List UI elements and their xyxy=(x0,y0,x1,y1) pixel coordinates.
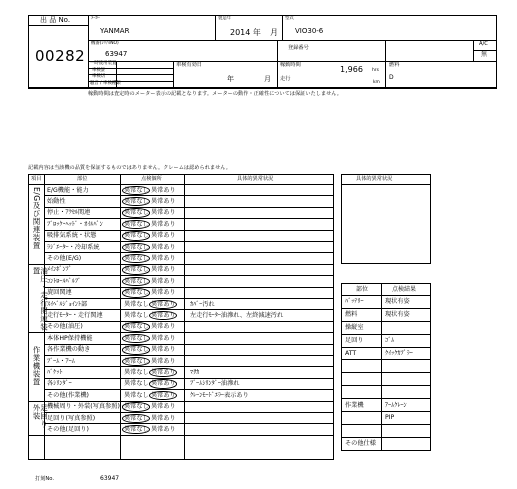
row-abnormal[interactable]: 異常あり xyxy=(151,425,176,433)
header-item: 項目 xyxy=(31,176,42,182)
inspection-date-label: 車検有効日 xyxy=(176,62,202,68)
row-detail: ｸﾚｰﾝﾓｰﾄﾞｴﾗｰ表示あり xyxy=(190,391,249,399)
row-abnormal[interactable]: 異常あり xyxy=(151,186,176,194)
row-part: ﾗｼﾞｴｰﾀｰ・冷却系統 xyxy=(47,243,100,251)
row-abnormal[interactable]: 異常あり xyxy=(151,346,176,354)
parts-row-result: 現状有姿 xyxy=(385,298,410,306)
selection-circle xyxy=(122,277,150,287)
print-value: 63947 xyxy=(100,475,120,482)
row-part: 機械周り・外装(写真参照) xyxy=(47,403,120,411)
row-part: E/G機能・能力 xyxy=(47,186,89,194)
selection-circle xyxy=(149,391,177,401)
print-label: 打刻No. xyxy=(35,476,54,482)
row-abnormal[interactable]: 異常あり xyxy=(151,334,176,342)
parts-row-part: 操縦室 xyxy=(345,324,364,332)
header-detail: 具体的異常状況 xyxy=(237,176,274,182)
row-part: その他(作業機) xyxy=(47,391,89,399)
maker-label: ﾒｰｶｰ xyxy=(91,16,100,21)
selection-circle xyxy=(122,322,150,332)
reg-label: 登録番号 xyxy=(288,45,309,51)
parts-row-part: ATT xyxy=(345,349,357,357)
year-unit: 年 xyxy=(227,75,234,83)
parts-row-part: ﾊﾞｯﾃﾘｰ xyxy=(345,298,364,306)
parts-table xyxy=(341,283,431,451)
inspection-expired-label: 車検切 xyxy=(92,74,106,79)
parts-row-part: 作業機 xyxy=(345,401,364,409)
row-normal[interactable]: 異常なし xyxy=(124,209,149,217)
row-normal[interactable]: 異常なし xyxy=(124,232,149,240)
ac-value: 無 xyxy=(481,51,488,58)
table-row xyxy=(44,390,334,401)
row-normal[interactable]: 異常なし xyxy=(124,300,149,308)
header-check: 点検個所 xyxy=(141,176,162,182)
selection-circle xyxy=(122,288,150,298)
parts-row xyxy=(342,361,431,374)
row-abnormal[interactable]: 異常あり xyxy=(151,414,176,422)
km-unit: km xyxy=(373,80,380,85)
hours-value: 1,966 xyxy=(340,65,363,74)
row-abnormal[interactable]: 異常あり xyxy=(151,220,176,228)
year-value: 2014 年 xyxy=(230,28,261,37)
parts-row xyxy=(342,425,431,438)
row-normal[interactable]: 異常なし xyxy=(124,289,149,297)
row-part: ﾊﾞｹｯﾄ xyxy=(47,368,63,376)
row-abnormal[interactable]: 異常あり xyxy=(151,209,176,217)
selection-circle xyxy=(122,334,150,344)
group-label: 作業機装置 xyxy=(32,346,41,387)
table-row xyxy=(44,333,334,344)
group-cell xyxy=(29,333,44,401)
parts-row xyxy=(342,412,431,425)
row-normal[interactable]: 異常なし xyxy=(124,197,149,205)
selection-circle xyxy=(122,243,150,253)
row-abnormal[interactable]: 異常あり xyxy=(151,391,176,399)
row-normal[interactable]: 異常なし xyxy=(124,243,149,251)
row-part: 各ｼﾘﾝﾀﾞｰ xyxy=(47,380,72,388)
parts-row-result: PIP xyxy=(385,414,395,422)
noise-label: 騒音 / 車検種類 xyxy=(90,81,121,86)
header-part: 部位 xyxy=(77,176,88,182)
selection-circle xyxy=(122,220,150,230)
table-row xyxy=(44,322,334,333)
selection-circle xyxy=(122,186,150,196)
parts-header-part: 部位 xyxy=(356,286,369,293)
parts-row-result: ｱｰﾑｸﾚｰﾝ xyxy=(385,401,407,409)
row-part: 足回り(写真参照) xyxy=(47,414,96,422)
row-normal[interactable]: 異常なし xyxy=(124,380,149,388)
table-row xyxy=(44,402,334,413)
row-abnormal[interactable]: 異常あり xyxy=(151,197,176,205)
group-cell xyxy=(29,265,49,333)
row-normal[interactable]: 異常なし xyxy=(124,334,149,342)
fuel-value: D xyxy=(389,74,394,81)
row-detail: ｶﾊﾞｰ汚れ xyxy=(190,300,215,308)
fuel-label: 燃料 xyxy=(389,62,400,68)
month-value: 月 xyxy=(270,28,278,37)
row-normal[interactable]: 異常なし xyxy=(124,346,149,354)
parts-row-result: 現状有姿 xyxy=(385,311,410,319)
row-part: 走行ﾓｰﾀｰ・走行関連 xyxy=(47,311,103,319)
selection-circle xyxy=(122,231,150,241)
table-row xyxy=(44,242,334,253)
selection-circle xyxy=(149,379,177,389)
selection-circle xyxy=(122,402,150,412)
row-normal[interactable]: 異常なし xyxy=(124,425,149,433)
selection-circle xyxy=(122,414,150,424)
lot-label: 出 品 No. xyxy=(40,16,71,24)
row-detail: 左走行ﾓｰﾀｰ油滲れ、左終減速汚れ xyxy=(190,311,284,319)
row-normal[interactable]: 異常なし xyxy=(124,391,149,399)
lot-number: 00282 xyxy=(35,47,86,65)
row-abnormal[interactable]: 異常あり xyxy=(151,300,176,308)
table-row xyxy=(44,367,334,378)
parts-row xyxy=(342,438,431,451)
parts-row-part: 燃料 xyxy=(345,311,358,319)
selection-circle xyxy=(122,208,150,218)
row-part: 停止・ｱｸｾﾙ関連 xyxy=(47,209,91,217)
row-normal[interactable]: 異常なし xyxy=(124,357,149,365)
ac-label: A/C xyxy=(479,41,488,47)
group-label: E/G及び関連装置 xyxy=(32,187,41,250)
work-device-label: 一時使用装置 xyxy=(90,61,117,66)
reg-cert-label: 車検証 xyxy=(92,68,106,73)
model-value: VIO30-6 xyxy=(295,27,324,35)
group-cell xyxy=(29,185,44,265)
year-label: 製造年 xyxy=(218,16,232,21)
parts-row-part: 足回り xyxy=(345,337,364,345)
parts-row xyxy=(342,348,431,361)
row-detail: ﾏｻｶ xyxy=(190,368,200,376)
right-detail-box xyxy=(341,174,431,264)
row-abnormal[interactable]: 異常あり xyxy=(151,277,176,285)
parts-row-result: ｺﾞﾑ xyxy=(385,337,395,345)
row-abnormal[interactable]: 異常あり xyxy=(151,357,176,365)
row-normal[interactable]: 異常なし xyxy=(124,368,149,376)
row-part: その他(油圧) xyxy=(47,323,83,331)
parts-row xyxy=(342,335,431,348)
table-row xyxy=(44,345,334,356)
parts-row xyxy=(342,373,431,386)
row-part: ｺﾝﾄﾛｰﾙﾊﾞﾙﾌﾞ xyxy=(47,277,82,285)
row-abnormal[interactable]: 異常あり xyxy=(151,380,176,388)
model-label: 型式 xyxy=(285,16,294,21)
parts-rows xyxy=(342,296,431,451)
table-row xyxy=(44,276,334,287)
row-part: 旋回関連 xyxy=(47,289,72,297)
travel-label: 走行 xyxy=(280,76,291,82)
group-label: 油圧・走行関連装置 xyxy=(32,266,49,331)
row-normal[interactable]: 異常なし xyxy=(124,254,149,262)
row-abnormal[interactable]: 異常あり xyxy=(151,323,176,331)
row-part: その他(足回り) xyxy=(47,425,89,433)
table-row xyxy=(44,196,334,207)
selection-circle xyxy=(122,357,150,367)
row-part: 始動性 xyxy=(47,197,66,205)
row-normal[interactable]: 異常なし xyxy=(124,266,149,274)
selection-circle xyxy=(122,345,150,355)
table-row xyxy=(44,288,334,299)
parts-row xyxy=(342,309,431,322)
row-part: その他(E/G) xyxy=(47,254,82,262)
row-part: 吸排気系統・状態 xyxy=(47,232,97,240)
row-abnormal[interactable]: 異常あり xyxy=(151,289,176,297)
table-row xyxy=(44,185,334,196)
right-detail-header: 具体的異常状況 xyxy=(356,176,393,182)
row-detail: ﾌﾞｰﾑｼﾘﾝﾀﾞｰ油滲れ xyxy=(190,380,240,388)
row-normal[interactable]: 異常なし xyxy=(124,403,149,411)
parts-row xyxy=(342,296,431,309)
row-part: 本体HP保持機能 xyxy=(47,334,93,342)
parts-row xyxy=(342,322,431,335)
inspection-rows xyxy=(29,185,334,460)
table-row xyxy=(44,253,334,264)
table-row xyxy=(44,413,334,424)
parts-row-result: ｸｲｯｸｶﾌﾟﾗｰ xyxy=(385,349,413,357)
row-normal[interactable]: 異常なし xyxy=(124,220,149,228)
selection-circle xyxy=(122,265,150,275)
serial-value: 63947 xyxy=(105,50,128,58)
maker-value: YANMAR xyxy=(100,27,130,35)
table-row xyxy=(44,356,334,367)
row-normal[interactable]: 異常なし xyxy=(124,311,149,319)
table-row xyxy=(44,265,334,276)
row-part: 各作業機の動き xyxy=(47,346,91,354)
table-row xyxy=(44,208,334,219)
row-part: ﾒｲﾝﾎﾟﾝﾌﾟ xyxy=(47,266,72,274)
parts-row xyxy=(342,386,431,399)
month-unit: 月 xyxy=(264,75,271,83)
row-part: ｽｲﾍﾞﾙｼﾞｮｲﾝﾄ部 xyxy=(47,300,88,308)
row-normal[interactable]: 異常なし xyxy=(124,186,149,194)
row-part: ﾌﾞﾛｯｸ･ﾍｯﾄﾞ・ｵｲﾙﾊﾟﾝ xyxy=(47,220,103,228)
hours-label: 稼動時間 xyxy=(280,62,301,68)
table-row xyxy=(44,310,334,321)
hours-unit: hrs xyxy=(372,68,379,73)
row-normal[interactable]: 異常なし xyxy=(124,323,149,331)
row-abnormal[interactable]: 異常あり xyxy=(151,232,176,240)
inspection-table xyxy=(28,174,334,460)
group-label: 足回り外装 xyxy=(32,403,49,428)
row-abnormal[interactable]: 異常あり xyxy=(151,254,176,262)
table-row xyxy=(44,219,334,230)
parts-header-result: 点検結果 xyxy=(392,286,417,293)
row-abnormal[interactable]: 異常あり xyxy=(151,311,176,319)
row-normal[interactable]: 異常なし xyxy=(124,277,149,285)
row-normal[interactable]: 異常なし xyxy=(124,414,149,422)
hours-note: 稼動時間は査定時のメーター表示の記載となります。メーターの動作・正確性については保証いたしません。 xyxy=(88,91,342,97)
row-abnormal[interactable]: 異常あり xyxy=(151,266,176,274)
table-row xyxy=(44,231,334,242)
row-abnormal[interactable]: 異常あり xyxy=(151,403,176,411)
parts-row xyxy=(342,399,431,412)
row-abnormal[interactable]: 異常あり xyxy=(151,243,176,251)
group-cell xyxy=(29,402,49,436)
row-abnormal[interactable]: 異常あり xyxy=(151,368,176,376)
selection-circle xyxy=(149,300,177,310)
disclaimer: 記載内容は当該機の品質を保証するものではありません。クレームは認められません。 xyxy=(28,165,231,171)
row-part: ﾌﾞｰﾑ・ｱｰﾑ xyxy=(47,357,75,365)
table-row xyxy=(44,424,334,435)
table-row xyxy=(44,299,334,310)
parts-row-part: その他仕様 xyxy=(345,440,376,448)
serial-label: 機番(ｼﾘｱﾙNO) xyxy=(91,41,119,46)
table-row xyxy=(44,379,334,390)
